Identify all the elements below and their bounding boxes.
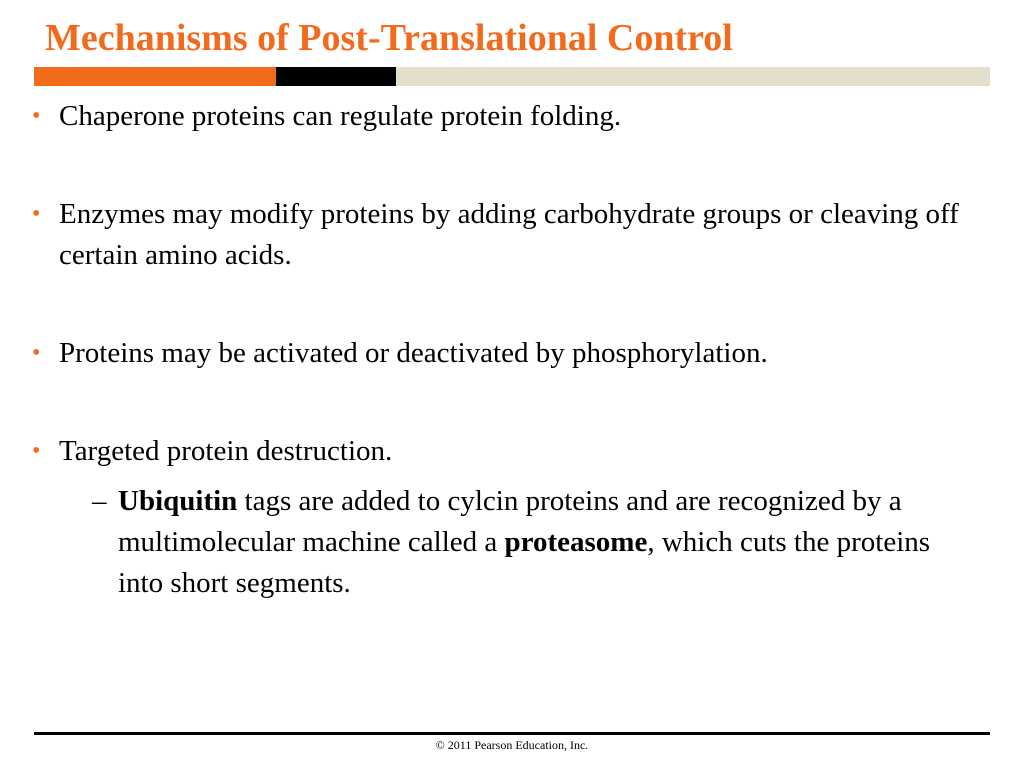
sub-bullet-item	[92, 481, 982, 604]
bullet-item	[32, 431, 982, 472]
bullet-text: Targeted protein destruction.	[59, 435, 393, 467]
title-bar-black-segment	[276, 67, 396, 86]
bullet-text: Enzymes may modify proteins by adding carbohydrate groups or cleaving off certain amino acids.	[59, 198, 959, 271]
sub-bullet-text	[118, 481, 982, 604]
bullet-item	[32, 333, 982, 374]
bullet-text: Proteins may be activated or deactivated by phosphorylation.	[59, 337, 768, 369]
sub-bullet-text-part2: , which cuts the proteins into short segments.	[118, 526, 931, 599]
dash-icon: –	[92, 485, 107, 517]
bullet-item	[32, 96, 982, 137]
bullet-icon: •	[32, 201, 41, 227]
bullet-icon: •	[32, 340, 41, 366]
term-proteasome: proteasome	[504, 526, 648, 558]
bullet-icon: •	[32, 438, 41, 464]
slide-title: Mechanisms of Post-Translational Control	[45, 17, 733, 59]
title-bar-orange-segment	[34, 67, 276, 86]
term-ubiquitin: Ubiquitin	[118, 485, 238, 517]
copyright-footer: © 2011 Pearson Education, Inc.	[435, 738, 589, 752]
sub-bullet-text-part1: tags are added to cylcin proteins and are recognized by a multimolecular machine called a	[118, 485, 902, 558]
bullet-item	[32, 194, 982, 276]
title-bar-beige-segment	[396, 67, 990, 86]
bullet-text: Chaperone proteins can regulate protein folding.	[59, 100, 622, 132]
footer-divider	[34, 732, 990, 735]
bullet-icon: •	[32, 103, 41, 129]
title-underline-bar	[34, 67, 990, 86]
